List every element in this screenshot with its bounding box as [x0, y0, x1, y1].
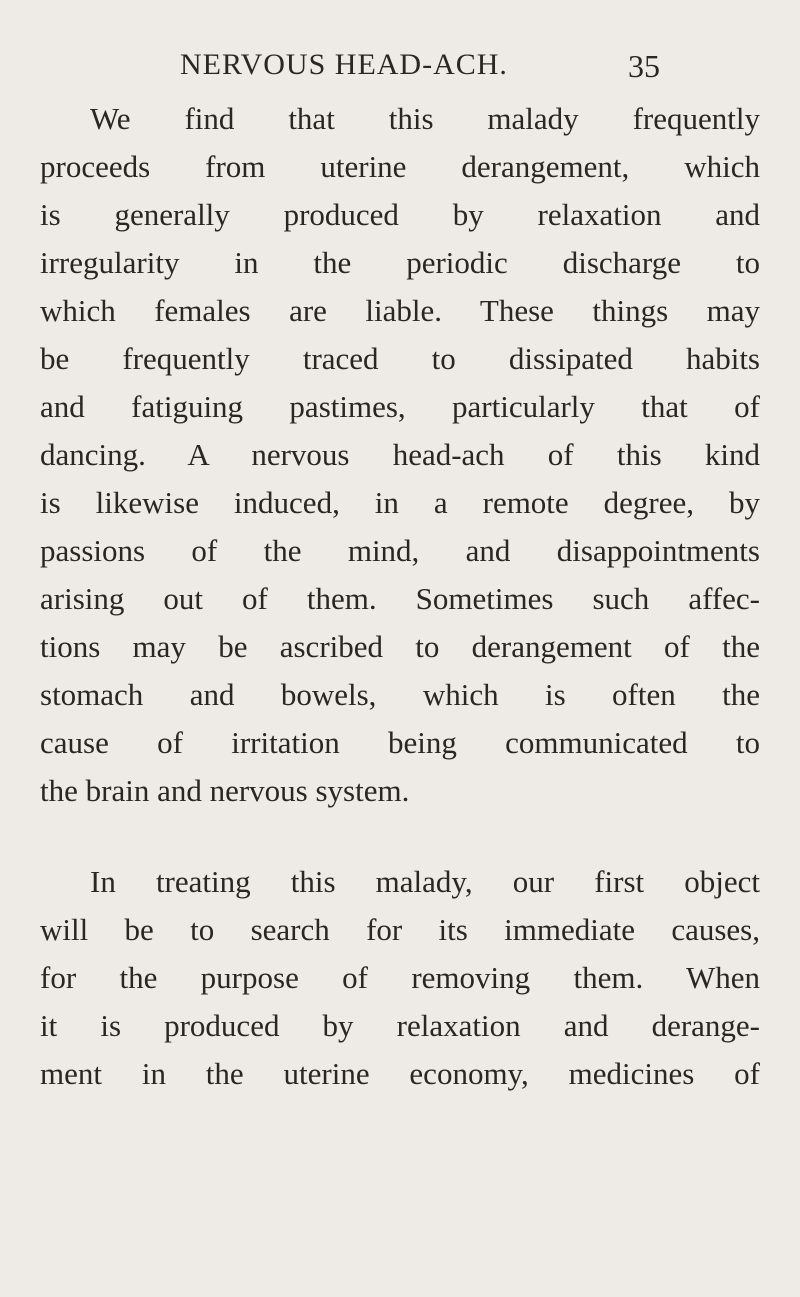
text-line: be frequently traced to dissipated habits [40, 341, 760, 376]
text-line: dancing. A nervous head-ach of this kind [40, 437, 760, 472]
text-line: stomach and bowels, which is often the [40, 677, 760, 712]
text-line: which females are liable. These things may [40, 293, 760, 328]
text-line: arising out of them. Sometimes such affec- [40, 581, 760, 616]
text-line: We find that this malady frequently [90, 101, 760, 136]
text-line: ment in the uterine economy, medicines of [40, 1056, 760, 1091]
text-line: for the purpose of removing them. When [40, 960, 760, 995]
text-line: irregularity in the periodic discharge to [40, 245, 760, 280]
text-line: the brain and nervous system. [40, 773, 410, 808]
text-line: it is produced by relaxation and derange- [40, 1008, 760, 1043]
running-head [180, 48, 660, 88]
text-line: will be to search for its immediate causes, [40, 912, 760, 947]
text-line: proceeds from uterine derangement, which [40, 149, 760, 184]
text-line: and fatiguing pastimes, particularly that of [40, 389, 760, 424]
text-line: cause of irritation being communicated to [40, 725, 760, 760]
page-number: 35 [628, 48, 660, 84]
running-title: NERVOUS HEAD-ACH. [180, 48, 508, 81]
text-line: In treating this malady, our first object [90, 864, 760, 899]
text-line: is generally produced by relaxation and [40, 197, 760, 232]
text-line: passions of the mind, and disappointments [40, 533, 760, 568]
text-line: is likewise induced, in a remote degree, by [40, 485, 760, 520]
text-line: tions may be ascribed to derangement of the [40, 629, 760, 664]
